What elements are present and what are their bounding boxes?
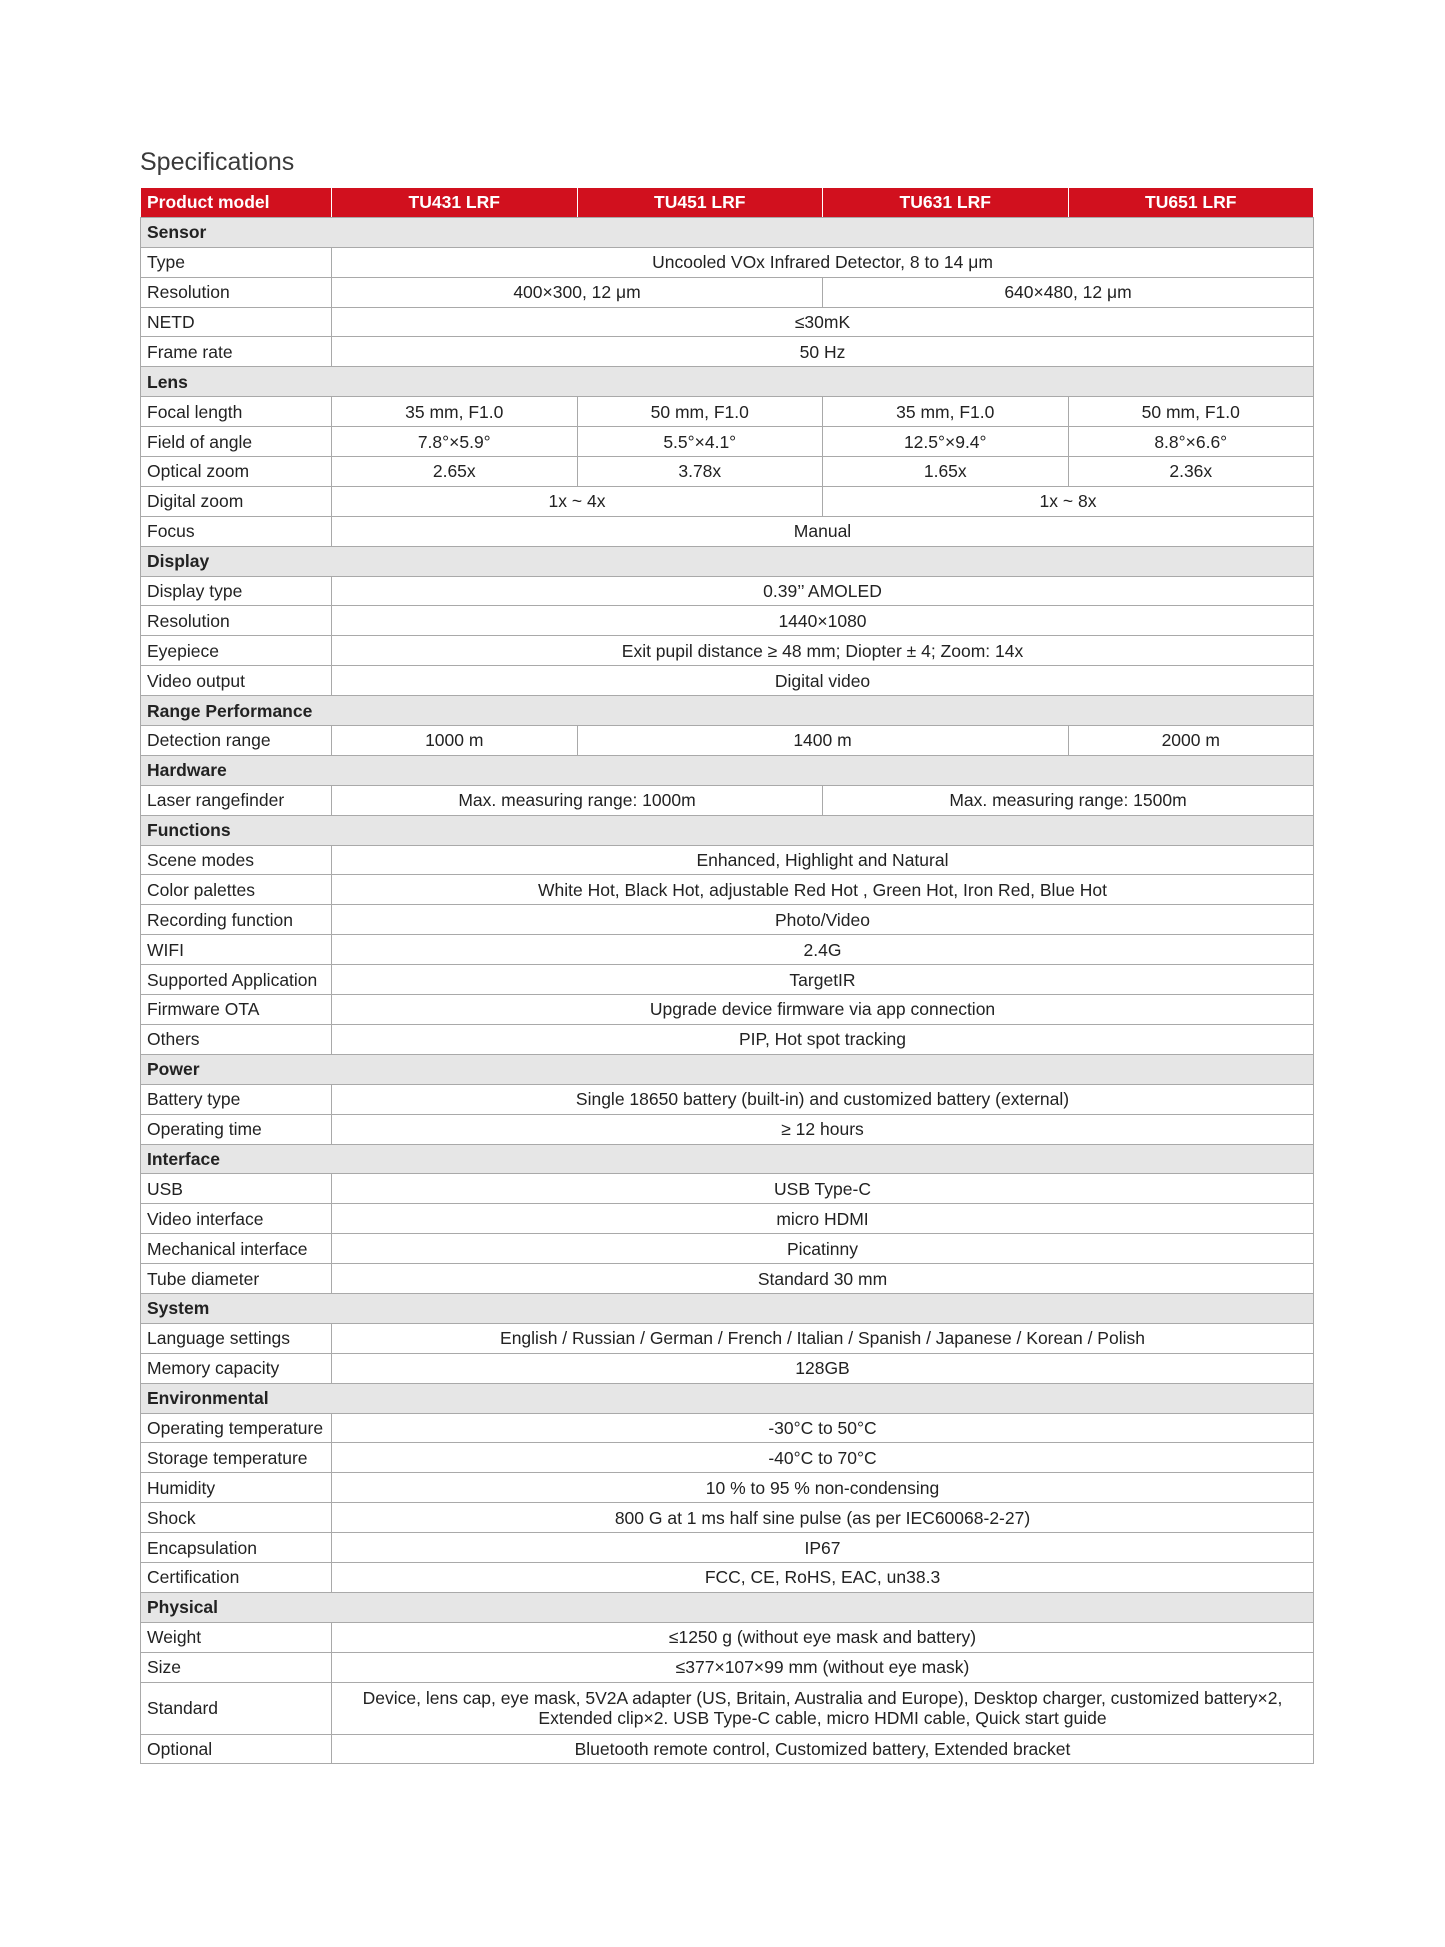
- spec-row: [141, 457, 1314, 487]
- spec-row: [141, 1264, 1314, 1294]
- spec-row: [141, 666, 1314, 696]
- section-title: System: [141, 1293, 1314, 1323]
- spec-label: Field of angle: [141, 427, 332, 457]
- spec-value: 2000 m: [1068, 726, 1314, 756]
- spec-row: [141, 875, 1314, 905]
- spec-label: Recording function: [141, 905, 332, 935]
- spec-label: Operating temperature: [141, 1413, 332, 1443]
- section-title: Interface: [141, 1144, 1314, 1174]
- spec-label: Resolution: [141, 606, 332, 636]
- spec-row: [141, 486, 1314, 516]
- spec-value: White Hot, Black Hot, adjustable Red Hot , Green Hot, Iron Red, Blue Hot: [332, 875, 1314, 905]
- spec-value: micro HDMI: [332, 1204, 1314, 1234]
- spec-value: 10 % to 95 % non-condensing: [332, 1473, 1314, 1503]
- spec-value: 8.8°×6.6°: [1068, 427, 1314, 457]
- spec-value: Picatinny: [332, 1234, 1314, 1264]
- spec-value: 50 Hz: [332, 337, 1314, 367]
- spec-value: 1x ~ 8x: [823, 486, 1314, 516]
- spec-value: 50 mm, F1.0: [1068, 397, 1314, 427]
- spec-label: Supported Application: [141, 965, 332, 995]
- spec-value: 1.65x: [823, 457, 1069, 487]
- spec-value: -30°C to 50°C: [332, 1413, 1314, 1443]
- spec-label: Video output: [141, 666, 332, 696]
- spec-row: [141, 606, 1314, 636]
- spec-label: Memory capacity: [141, 1353, 332, 1383]
- spec-label: Weight: [141, 1622, 332, 1652]
- spec-value: ≤30mK: [332, 307, 1314, 337]
- spec-value: 640×480, 12 μm: [823, 277, 1314, 307]
- spec-value: 1000 m: [332, 726, 578, 756]
- spec-value: 2.36x: [1068, 457, 1314, 487]
- spec-value: Manual: [332, 516, 1314, 546]
- spec-value: 35 mm, F1.0: [823, 397, 1069, 427]
- spec-value: USB Type-C: [332, 1174, 1314, 1204]
- section-header-row: [141, 217, 1314, 247]
- spec-label: Detection range: [141, 726, 332, 756]
- spec-label: Storage temperature: [141, 1443, 332, 1473]
- spec-label: Firmware OTA: [141, 995, 332, 1025]
- spec-value: 35 mm, F1.0: [332, 397, 578, 427]
- spec-label: Mechanical interface: [141, 1234, 332, 1264]
- spec-value: Enhanced, Highlight and Natural: [332, 845, 1314, 875]
- section-header-row: [141, 1144, 1314, 1174]
- spec-value: Single 18650 battery (built-in) and customized battery (external): [332, 1084, 1314, 1114]
- spec-value: -40°C to 70°C: [332, 1443, 1314, 1473]
- spec-row: [141, 905, 1314, 935]
- spec-label: Operating time: [141, 1114, 332, 1144]
- spec-row: [141, 1622, 1314, 1652]
- spec-value: Max. measuring range: 1500m: [823, 785, 1314, 815]
- spec-row: [141, 427, 1314, 457]
- section-header-row: [141, 367, 1314, 397]
- spec-row: [141, 576, 1314, 606]
- spec-label: Encapsulation: [141, 1533, 332, 1563]
- section-header-row: [141, 1592, 1314, 1622]
- spec-value: Upgrade device firmware via app connection: [332, 995, 1314, 1025]
- spec-value: 2.65x: [332, 457, 578, 487]
- spec-row: [141, 1473, 1314, 1503]
- header-model-tu431-lrf: TU431 LRF: [332, 188, 578, 218]
- spec-value: 7.8°×5.9°: [332, 427, 578, 457]
- spec-row: [141, 1024, 1314, 1054]
- spec-row: [141, 337, 1314, 367]
- spec-value: 800 G at 1 ms half sine pulse (as per IEC60068-2-27): [332, 1503, 1314, 1533]
- spec-value: ≤1250 g (without eye mask and battery): [332, 1622, 1314, 1652]
- spec-label: Eyepiece: [141, 636, 332, 666]
- spec-row: [141, 1734, 1314, 1764]
- spec-label: Shock: [141, 1503, 332, 1533]
- spec-value: 5.5°×4.1°: [577, 427, 823, 457]
- spec-row: [141, 1533, 1314, 1563]
- spec-label: Display type: [141, 576, 332, 606]
- spec-label: Others: [141, 1024, 332, 1054]
- spec-row: [141, 1204, 1314, 1234]
- spec-value: ≤377×107×99 mm (without eye mask): [332, 1652, 1314, 1682]
- spec-label: Digital zoom: [141, 486, 332, 516]
- specifications-table: [140, 187, 1314, 1764]
- spec-row: [141, 965, 1314, 995]
- spec-value: Digital video: [332, 666, 1314, 696]
- spec-value: 12.5°×9.4°: [823, 427, 1069, 457]
- spec-value: Standard 30 mm: [332, 1264, 1314, 1294]
- spec-label: Language settings: [141, 1323, 332, 1353]
- section-title: Power: [141, 1054, 1314, 1084]
- spec-row: [141, 1443, 1314, 1473]
- spec-value: IP67: [332, 1533, 1314, 1563]
- spec-value: Photo/Video: [332, 905, 1314, 935]
- spec-value: TargetIR: [332, 965, 1314, 995]
- page-title: Specifications: [140, 148, 295, 176]
- spec-label: Scene modes: [141, 845, 332, 875]
- spec-label: NETD: [141, 307, 332, 337]
- spec-row: [141, 1413, 1314, 1443]
- section-header-row: [141, 755, 1314, 785]
- spec-row: [141, 1114, 1314, 1144]
- spec-row: [141, 636, 1314, 666]
- spec-row: [141, 397, 1314, 427]
- spec-value: Uncooled VOx Infrared Detector, 8 to 14 μm: [332, 247, 1314, 277]
- section-header-row: [141, 1293, 1314, 1323]
- header-model-tu631-lrf: TU631 LRF: [823, 188, 1069, 218]
- spec-row: [141, 935, 1314, 965]
- spec-label: Focus: [141, 516, 332, 546]
- spec-label: Optional: [141, 1734, 332, 1764]
- section-title: Hardware: [141, 755, 1314, 785]
- spec-row: [141, 1503, 1314, 1533]
- spec-value: Max. measuring range: 1000m: [332, 785, 823, 815]
- spec-label: Battery type: [141, 1084, 332, 1114]
- spec-row: [141, 277, 1314, 307]
- spec-label: Color palettes: [141, 875, 332, 905]
- spec-row: [141, 1652, 1314, 1682]
- spec-label: Certification: [141, 1562, 332, 1592]
- spec-value: 50 mm, F1.0: [577, 397, 823, 427]
- spec-row: [141, 1234, 1314, 1264]
- spec-value: PIP, Hot spot tracking: [332, 1024, 1314, 1054]
- spec-row: [141, 1562, 1314, 1592]
- spec-label: Tube diameter: [141, 1264, 332, 1294]
- spec-value: 1440×1080: [332, 606, 1314, 636]
- spec-value: Exit pupil distance ≥ 48 mm; Diopter ± 4; Zoom: 14x: [332, 636, 1314, 666]
- spec-label: WIFI: [141, 935, 332, 965]
- spec-label: USB: [141, 1174, 332, 1204]
- header-model-tu451-lrf: TU451 LRF: [577, 188, 823, 218]
- spec-value: 1x ~ 4x: [332, 486, 823, 516]
- section-title: Range Performance: [141, 696, 1314, 726]
- spec-value: ≥ 12 hours: [332, 1114, 1314, 1144]
- section-title: Physical: [141, 1592, 1314, 1622]
- section-title: Sensor: [141, 217, 1314, 247]
- spec-value: Device, lens cap, eye mask, 5V2A adapter (US, Britain, Australia and Europe), Desktop charger, customized battery×2, Extended clip×2. USB Type-C cable, micro HDMI cable, Quick start guide: [332, 1682, 1314, 1734]
- spec-label: Video interface: [141, 1204, 332, 1234]
- section-title: Lens: [141, 367, 1314, 397]
- spec-label: Size: [141, 1652, 332, 1682]
- spec-value: 3.78x: [577, 457, 823, 487]
- spec-row: [141, 1084, 1314, 1114]
- specifications-table-body: [141, 188, 1314, 1764]
- section-header-row: [141, 815, 1314, 845]
- spec-row: [141, 995, 1314, 1025]
- section-title: Environmental: [141, 1383, 1314, 1413]
- spec-row: [141, 1323, 1314, 1353]
- section-header-row: [141, 1383, 1314, 1413]
- spec-label: Focal length: [141, 397, 332, 427]
- spec-label: Type: [141, 247, 332, 277]
- spec-label: Laser rangefinder: [141, 785, 332, 815]
- section-title: Functions: [141, 815, 1314, 845]
- spec-value: FCC, CE, RoHS, EAC, un38.3: [332, 1562, 1314, 1592]
- spec-value: Bluetooth remote control, Customized battery, Extended bracket: [332, 1734, 1314, 1764]
- spec-row: [141, 1174, 1314, 1204]
- section-header-row: [141, 696, 1314, 726]
- section-title: Display: [141, 546, 1314, 576]
- spec-value: 0.39’’ AMOLED: [332, 576, 1314, 606]
- spec-row: [141, 845, 1314, 875]
- spec-row: [141, 247, 1314, 277]
- spec-row: [141, 1353, 1314, 1383]
- table-header-row: [141, 188, 1314, 218]
- spec-label: Frame rate: [141, 337, 332, 367]
- header-model-tu651-lrf: TU651 LRF: [1068, 188, 1314, 218]
- section-header-row: [141, 1054, 1314, 1084]
- spec-value: English / Russian / German / French / Italian / Spanish / Japanese / Korean / Polish: [332, 1323, 1314, 1353]
- header-product-model: Product model: [141, 188, 332, 218]
- spec-row: [141, 307, 1314, 337]
- spec-label: Humidity: [141, 1473, 332, 1503]
- spec-label: Optical zoom: [141, 457, 332, 487]
- spec-value: 400×300, 12 μm: [332, 277, 823, 307]
- spec-row: [141, 1682, 1314, 1734]
- spec-label: Standard: [141, 1682, 332, 1734]
- spec-row: [141, 516, 1314, 546]
- spec-value: 128GB: [332, 1353, 1314, 1383]
- spec-row: [141, 785, 1314, 815]
- spec-label: Resolution: [141, 277, 332, 307]
- spec-value: 1400 m: [577, 726, 1068, 756]
- section-header-row: [141, 546, 1314, 576]
- spec-value: 2.4G: [332, 935, 1314, 965]
- spec-row: [141, 726, 1314, 756]
